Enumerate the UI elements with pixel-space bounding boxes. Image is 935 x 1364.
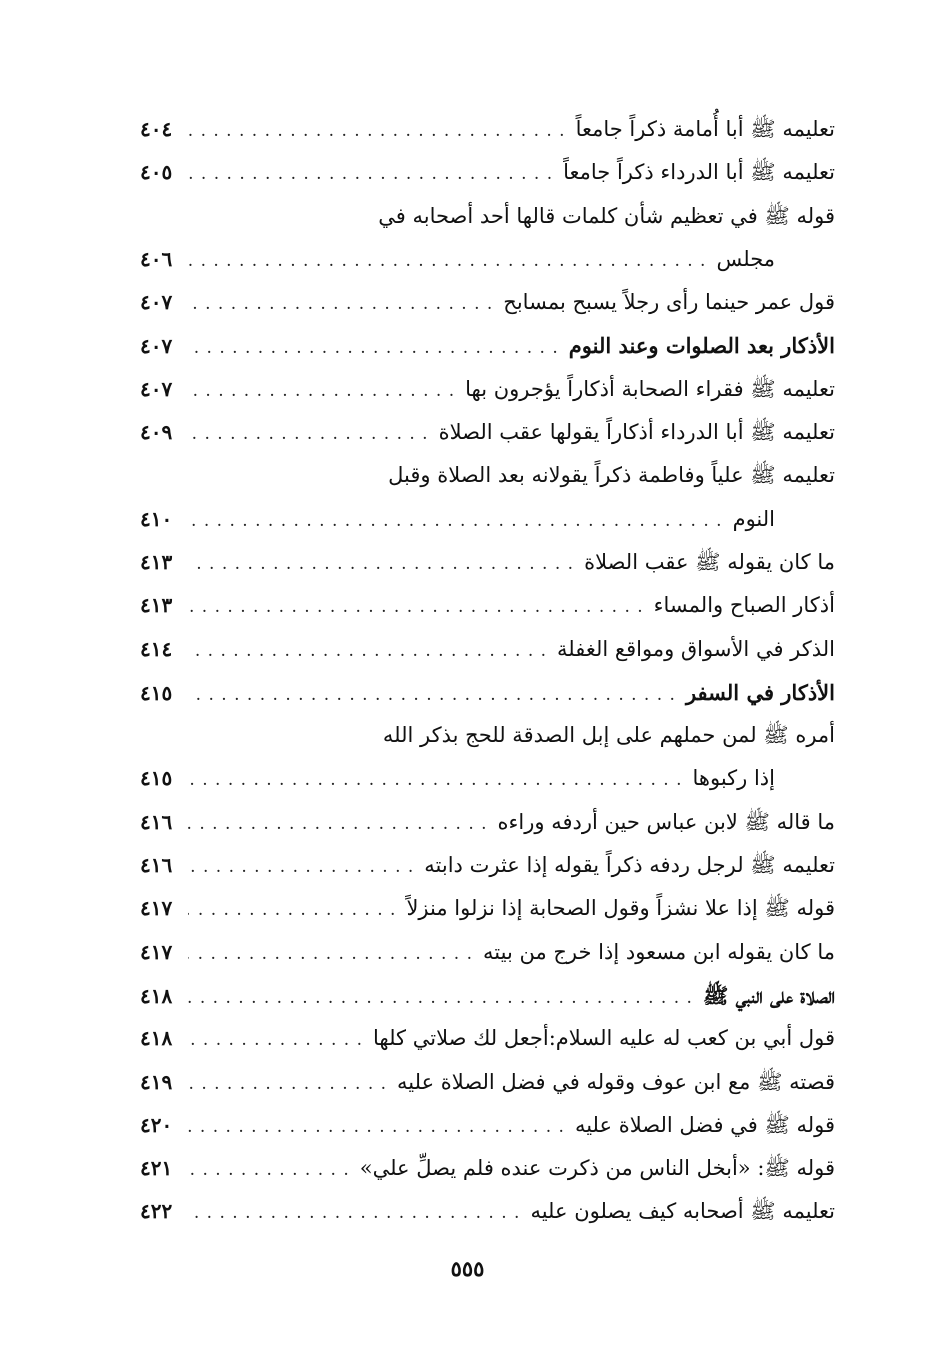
dot-leader — [188, 500, 733, 543]
toc-entry-page: ٤٠٥ — [140, 160, 173, 185]
dot-leader — [188, 846, 424, 889]
toc-entry-title: ما كان يقوله ابن مسعود إذا خرج من بيته — [483, 939, 835, 964]
dot-leader — [188, 759, 693, 802]
toc-entry-page: ٤١٨ — [140, 983, 173, 1008]
toc-entry — [140, 1190, 835, 1233]
toc-entry — [140, 1147, 835, 1190]
toc-entry-page: ٤٢١ — [140, 1156, 173, 1181]
toc-entry-title: الأذكار بعد الصلوات وعند النوم — [568, 333, 835, 359]
toc-entry-title: تعليمه ﷺ فقراء الصحابة أذكاراً يؤجرون بها — [465, 376, 835, 401]
dot-leader — [188, 283, 503, 326]
toc-entry — [140, 454, 835, 497]
toc-entry-title: أمره ﷺ لمن حملهم على إبل الصدقة للحج بذكر الله — [382, 723, 835, 748]
toc-entry-title: الأذكار في السفر — [685, 679, 835, 705]
toc-entry-page: ٤٠٧ — [140, 334, 173, 359]
toc-entry — [140, 1104, 835, 1147]
toc-entry — [140, 844, 835, 887]
toc-entry-page: ٤١٥ — [140, 680, 173, 705]
toc-entry-title: قوله ﷺ إذا علا نشزاً وقول الصحابة إذا نزلوا منزلاً — [406, 896, 835, 921]
toc-entry — [140, 887, 835, 930]
dot-leader — [188, 1019, 373, 1062]
dot-leader — [188, 240, 716, 283]
dot-leader — [188, 674, 686, 717]
toc-entry-title: تعليمه ﷺ أصحابه كيف يصلون عليه — [530, 1199, 835, 1224]
toc-entry-page: ٤٠٧ — [140, 376, 173, 401]
toc-entry — [140, 108, 835, 151]
toc-entry — [140, 238, 835, 281]
toc-entry-page: ٤٠٦ — [140, 246, 173, 271]
toc-entry-page: ٤٠٩ — [140, 420, 173, 445]
toc-entry-title: تعليمه ﷺ علياً وفاطمة ذكراً يقولانه بعد الصلاة وقبل — [388, 463, 835, 488]
toc-entry-title: أذكار الصباح والمساء — [653, 593, 835, 618]
toc-entry-title: قوله ﷺ: «أبخل الناس من ذكرت عنده فلم يصلِّ علي» — [359, 1156, 835, 1181]
toc-entry-title: تعليمه ﷺ أبا الدرداء ذكراً جامعاً — [563, 160, 835, 185]
toc-entry — [140, 1017, 835, 1060]
toc-entry-page: ٤١٨ — [140, 1026, 173, 1051]
toc-entry — [140, 931, 835, 974]
toc-entry-page: ٤١٥ — [140, 766, 173, 791]
toc-entry — [140, 1061, 835, 1104]
dot-leader — [188, 413, 439, 456]
dot-leader — [188, 370, 465, 413]
toc-entry-title: النوم — [732, 506, 775, 531]
toc-entry — [140, 541, 835, 584]
toc-entry-page: ٤١٣ — [140, 549, 173, 574]
toc-entry — [140, 628, 835, 671]
toc-entry-title: الصلاة على النبي ﷺ — [702, 982, 835, 1008]
toc-entry-title: قول عمر حينما رأى رجلاً يسبح بمسابح — [503, 290, 835, 315]
toc-section-heading — [140, 324, 835, 367]
dot-leader — [188, 630, 557, 673]
toc-entry — [140, 757, 835, 800]
toc-entry — [140, 281, 835, 324]
toc-entry — [140, 801, 835, 844]
dot-leader — [188, 933, 483, 976]
toc-entry — [140, 498, 835, 541]
toc-entry-title: قول أبي بن كعب له عليه السلام:أجعل لك صلاتي كلها — [373, 1026, 835, 1051]
dot-leader — [188, 977, 703, 1020]
toc-entry-page: ٤١٣ — [140, 593, 173, 618]
toc-entry-page: ٤٢٠ — [140, 1112, 173, 1137]
dot-leader — [188, 1063, 397, 1106]
toc-entry-title: تعليمه ﷺ أبا الدرداء أذكاراً يقولها عقب الصلاة — [438, 420, 835, 445]
toc-entry — [140, 368, 835, 411]
toc-entry-page: ٤٢٢ — [140, 1199, 173, 1224]
toc-entry-title: تعليمه ﷺ أبا أُمامة ذكراً جامعاً — [575, 117, 835, 141]
toc-entry-title: تعليمه ﷺ لرجل ردفه ذكراً يقوله إذا عثرت دابته — [424, 853, 835, 878]
toc-entry-page: ٤١٩ — [140, 1069, 173, 1094]
table-of-contents — [140, 108, 835, 1234]
dot-leader — [188, 1106, 575, 1149]
toc-entry-page: ٤١٤ — [140, 636, 173, 661]
toc-entry — [140, 195, 835, 238]
toc-entry-page: ٤١٦ — [140, 809, 173, 834]
toc-entry — [140, 151, 835, 194]
dot-leader — [188, 327, 569, 370]
dot-leader — [188, 110, 576, 153]
dot-leader — [188, 543, 584, 586]
dot-leader — [188, 1192, 530, 1235]
toc-entry-page: ٤٠٧ — [140, 290, 173, 315]
toc-entry-page: ٤١٠ — [140, 506, 173, 531]
toc-entry-title: ما كان يقوله ﷺ عقب الصلاة — [584, 549, 835, 574]
toc-entry-title: مجلس — [716, 246, 775, 271]
toc-entry-title: قوله ﷺ في تعظيم شأن كلمات قالها أحد أصحابه في — [378, 203, 835, 228]
toc-entry-title: إذا ركبوها — [692, 766, 775, 791]
dot-leader — [188, 586, 654, 629]
toc-entry-title: ما قاله ﷺ لابن عباس حين أردفه وراءه — [497, 809, 835, 834]
toc-entry-page: ٤١٧ — [140, 896, 173, 921]
toc-entry-title: قوله ﷺ في فضل الصلاة عليه — [574, 1112, 835, 1137]
toc-entry — [140, 411, 835, 454]
toc-entry-page: ٤١٧ — [140, 939, 173, 964]
dot-leader — [188, 889, 406, 932]
dot-leader — [188, 1149, 360, 1192]
toc-section-heading — [140, 974, 835, 1017]
toc-entry — [140, 584, 835, 627]
toc-entry-page: ٤١٦ — [140, 853, 173, 878]
page-number: ٥٥٥ — [450, 1256, 485, 1281]
toc-entry-page: ٤٠٤ — [140, 117, 173, 141]
dot-leader — [188, 803, 498, 846]
toc-entry-title: قصته ﷺ مع ابن عوف وقوله في فضل الصلاة عليه — [397, 1069, 835, 1094]
toc-section-heading — [140, 671, 835, 714]
dot-leader — [188, 153, 563, 196]
toc-entry-title: الذكر في الأسواق ومواقع الغفلة — [557, 636, 835, 661]
toc-entry — [140, 714, 835, 757]
